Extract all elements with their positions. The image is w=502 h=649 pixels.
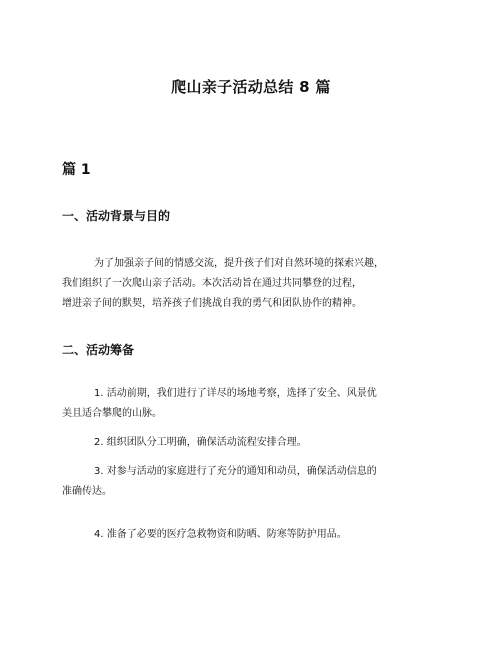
paragraph-line: 我们组织了一次爬山亲子活动。本次活动旨在通过共同攀登的过程，: [62, 278, 362, 289]
list-item-line: 1. 活动前期，我们进行了详尽的场地考察，选择了安全、风景优: [94, 388, 377, 399]
section-heading-background: 一、活动背景与目的: [62, 209, 171, 223]
list-item-line: 准确传达。: [62, 486, 112, 497]
document-title: 爬山亲子活动总结 8 篇: [171, 78, 331, 96]
list-item-4: [62, 525, 442, 545]
list-item-2: [62, 433, 442, 453]
list-item-line: 美且适合攀爬的山脉。: [62, 408, 162, 419]
list-item-3: [62, 462, 442, 502]
list-item-1: [62, 384, 442, 424]
list-item-line: 3. 对参与活动的家庭进行了充分的通知和动员，确保活动信息的: [94, 466, 377, 477]
paragraph-line: 为了加强亲子间的情感交流，提升孩子们对自然环境的探索兴趣，: [94, 258, 384, 269]
list-item-line: 4. 准备了必要的医疗急救物资和防晒、防寒等防护用品。: [94, 529, 347, 540]
section-heading-preparation: 二、活动筹备: [62, 343, 135, 357]
paragraph-line: 增进亲子间的默契，培养孩子们挑战自我的勇气和团队协作的精神。: [62, 298, 362, 309]
part-heading: 篇 1: [62, 162, 91, 178]
paragraph-background: [62, 254, 442, 314]
list-item-line: 2. 组织团队分工明确，确保活动流程安排合理。: [94, 437, 307, 448]
